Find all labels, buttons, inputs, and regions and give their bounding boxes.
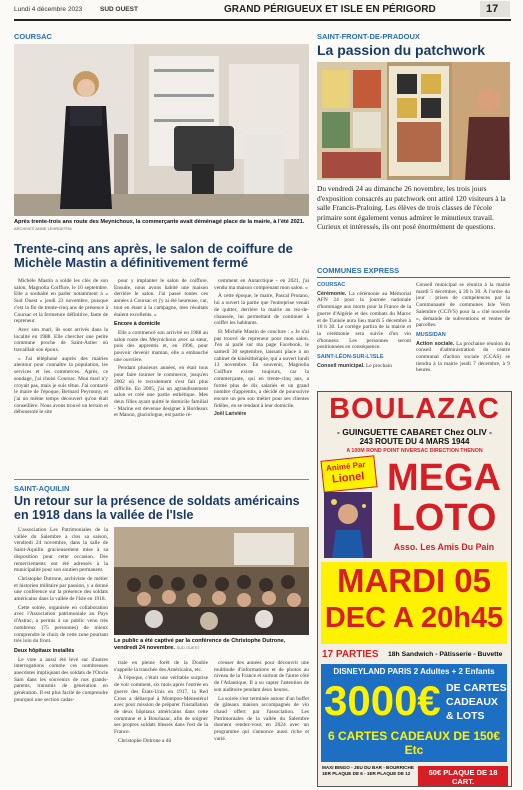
conference-photo-caption <box>114 638 309 651</box>
advert-prize-vouchers: 6 CARTES CADEAUX DE 150€ Etc <box>327 729 501 757</box>
article-lede: Du vendredi 24 au dimanche 26 novembre, les trois jours d'exposition consacrés au patchwork ont attiré 120 visiteurs à la salle Francis-Praloing. Les élèves de trois classes de l'école primaire sont également venus admirer le minutieux travail. Curieux et intéressés, ils ont posé énormément de questions. <box>317 184 506 232</box>
advert-prize-cards-2: CADEAUX <box>446 696 498 708</box>
communes-rule <box>317 277 510 278</box>
patchwork-photo <box>317 62 510 180</box>
animator-label: Animé Par <box>325 459 366 474</box>
subheading: Encore à domicile <box>114 321 161 328</box>
paragraph: L'association Les Patrimoniales de la vallée du Salembre a clos sa saison, vendredi 24 novembre, dans la salle de Saint-Aquilin gracieusement mise à sa disposition pour cette occasion. Des remerciements ont été adressés à la municipalité pour son soutien permanent. <box>14 527 108 574</box>
article-column-2 <box>114 278 208 478</box>
advert-footer-right: 50€ PLAQUE DE 18 CART. <box>418 766 508 787</box>
paragraph: Christophe Dutrone, archiviste de métier et historien militaire par passion, y a donné une conférence sur la présence des soldats américains dans la vallée de l'Isle en 1918. <box>14 575 108 603</box>
commune-label: SAINT-LÉON-SUR-L'ISLE <box>317 354 384 361</box>
paragraph: Et Michèle Mastin de conclure : « Je n'ai pas trouvé de repreneur pour mon salon. J'en ai parlé sur ma page Facebook, le samedi 30 septembre, laissant place à un cabinet de kinésithérapie, qui a ouvert lundi 13 novembre. En souvenir, Magnolia Coiffure existe toujours, car la commerçante, qui en trente-cinq ans, a formé plus de dix salariés et un grand nombre d'apprentis, a décidé de poursuivre encore un peu son métier pour ses clientes fidèles, en se rendant à leur domicile. <box>214 328 309 409</box>
article-location: SAINT-AQUILIN <box>14 484 70 493</box>
header-date: Lundi 4 décembre 2023 <box>14 6 83 13</box>
header-section: GRAND PÉRIGUEUX ET ISLE EN PÉRIGORD <box>224 4 436 15</box>
advert-directions: A 100M ROND POINT NIVERSAC DIRECTION THENON <box>346 448 483 454</box>
salon-photo-image <box>14 44 309 216</box>
advert-parties: 17 PARTIES <box>322 649 379 660</box>
loto-advert <box>317 391 512 787</box>
caption-credit: ARCHIVES ANNE LEHRDETRA <box>14 225 72 231</box>
advert-organizer: Asso. Les Amis Du Pain <box>393 542 495 552</box>
brief <box>416 341 510 375</box>
paragraph: À l'époque, c'était une véritable surprise de voir comment, six mois après l'entrée en guerre des États-Unis en 1917, la Red Cross a débarqué à Montpon-Ménestérol avec pour mission de préparer l'installation de deux hôpitaux américains dans cette commune et à Bourlazac, afin de soigner ses propres soldats blessés dans l'est de la France. <box>114 675 208 736</box>
paragraph: creuser des années pour découvrir une multitude d'informations et de photos au niveau de la France et surtout de l'autre côté de l'Atlantique. Il a su capter l'attention de son auditoire pendant deux heures. <box>214 660 309 693</box>
animator-photo-image <box>324 492 372 558</box>
article-column-3 <box>214 278 309 478</box>
commune-label: COURSAC <box>317 282 346 288</box>
header-page-number: 17 <box>486 3 499 15</box>
brief-lead: Conseil municipal. <box>317 362 365 369</box>
advert-prize-main: DISNEYLAND PARIS 2 Adultes + 2 Enfants <box>333 667 495 676</box>
advert-footer-left: MAXI BINGO - JEU DU BAR - BOURRICHE 1ER PLAQUE DE 6 - 1ER PLAQUE DE 12 <box>322 765 414 776</box>
paragraph: Le vote a aussi été levé sur d'autres interrogations comme ces nombreuses anecdotes impliquant des soldats de l'Oncle Sam dans les souvenirs de nos grands-parents, transmis de génération en génération. Il est plus facile de comprendre pourquoi une section cadas- <box>14 656 108 703</box>
paragraph: Avec son mari, ils sont arrivés dans la localité en 1988. Elle chercher une petite commune proche de Saint-Astier où travaillait son époux. <box>14 326 108 354</box>
brief <box>317 291 411 351</box>
conference-photo <box>114 527 309 635</box>
advert-prize-amount: 3000€ <box>324 677 441 724</box>
article-location: SAINT-FRONT-DE-PRADOUX <box>317 32 420 41</box>
article-column-2 <box>114 660 208 785</box>
caption-text: Le public a été captivé par la conférence de Christophe Dutrone, vendredi 24 novembre. <box>114 638 286 651</box>
communes-title: COMMUNES EXPRESS <box>317 266 400 275</box>
advert-date: MARDI 05 <box>336 562 492 599</box>
advert-venue: - GUINGUETTE CABARET Chez OLIV - <box>337 427 492 437</box>
article-location: COURSAC <box>14 32 52 41</box>
paragraph: Christophe Dutrone a dû <box>118 737 172 744</box>
caption-credit: SUD OUEST <box>176 644 200 650</box>
paragraph: Pendant plusieurs années, en était tous pour faire tourner le commerce, jusqu'en 2002 où le recrutement s'est fait plus difficile. En 2005, j'ai un agrandissement salon et créé une partie esthétique. Mes deux filles ayant quitté le domicile familial - Marine est devenue designer à Bordeaux et Manon, glaciologue, est partie ré- <box>114 365 208 419</box>
paragraph: pour y implanter le salon de coiffure. Ensuite, nous avons habité une maison derrière le salon. J'ai passé toutes ces années à Coursac et j'y ai été heureuse, car, tout en étant à la campagne, mes résultats étaient excellents. » <box>114 278 208 318</box>
subheading: Deux hôpitaux installés <box>14 647 75 654</box>
commune-label: MUSSIDAN <box>416 331 446 338</box>
section-divider <box>14 479 309 480</box>
animator-photo <box>324 492 372 558</box>
brief-text: La cérémonie au Mémorial AFN 24 pour la journée nationale d'hommage aux morts pour la France de la guerre d'Algérie et des combats du Maroc et de Tunisie aura lieu mardi 5 décembre à 10 h 30. Le cortège partira de la mairie et la cérémonie sera suivie d'un vin d'honneur. Les personnes seront positionnées en conséquence. <box>317 290 411 351</box>
header-rule <box>14 19 511 21</box>
caption-text: Après trente-trois ans route des Meynichoux, la commerçante avait déménagé place de la mairie, à l'été 2021. <box>14 219 305 225</box>
paragraph: « J'ai téléphoné auprès des mairies alentour pour connaître la population, les services et les commerces. Après, ce sondage, j'ai choisi Coursac. Mon mari n'y croyait pas, mais je suis têtue. J'ai contacté le maire de l'époque, Bernard Peyronny, et j'ai un même temps découvert qu'on était conseillère. Nous avons trouvé un terrain et déboussolé le site <box>14 355 108 416</box>
communes-left-column <box>317 282 411 386</box>
paragraph: La soirée s'est terminée autour d'un buffet de gâteaux maison accompagnés de vin chaud offert par l'association. Les Patrimoniales de la vallée du Salembre donnent rendez-vous en 2024 avec un programme qui s'annonce aussi riche et varié. <box>214 695 309 742</box>
paragraph: Michèle Mastin a soldé les clés de son salon, Magnolia Coiffure, le 10 septembre. Elle a souhaité en parler notamment à « Sud Ouest » jeudi 23 novembre, puisque c'est la fin de trente-cinq ans de présence à Coursac et la fermeture définitive, faute de repreneur. <box>14 278 108 325</box>
salon-photo-caption <box>14 219 309 232</box>
conference-photo-image <box>114 527 309 635</box>
article-headline: Trente-cinq ans après, le salon de coiffure de Michèle Mastin a définitivement fermé <box>14 241 293 270</box>
header-paper: SUD OUEST <box>100 6 138 13</box>
paragraph: trale en pleine forêt de la Double s'appelle la tranchée des Américains, etc. <box>114 660 208 673</box>
article-headline: La passion du patchwork <box>317 42 486 58</box>
article-headline: Un retour sur la présence de soldats américains en 1918 dans la vallée de l'Isle <box>14 494 300 522</box>
advert-time: DEC A 20h45 <box>324 602 504 634</box>
advert-prize-cards-3: & LOTS <box>446 710 485 722</box>
advert-prize-cards-1: DE CARTES <box>446 682 507 694</box>
patchwork-photo-image <box>317 62 510 180</box>
brief <box>317 363 411 370</box>
author-signature: Joël Larivière <box>214 411 247 418</box>
paragraph: Cette soirée, organisée en collaboration avec l'Association patrimoniale au Pays d'Astrac, a permis à un public venu très nombreux (75 personnes) de mieux comprendre le choix de cette zone pourtant très loin du front. <box>14 604 108 645</box>
brief-text: Conseil municipal se réunira à la mairie mardi 5 décembre, à 20 h 30. À l'ordre du jour : prises de compétences par la Communauté de communes Isle Vern Salembre (CCIVS) pour la « cité nouvelle », demande de subventions et ventes de parcelles. <box>416 282 510 329</box>
paragraph: Elle a commencé son activité en 1988 au salon route des Meynichoux avec sa sœur, puis des apprentis et, en 1996, pour pouvoir devenir maman, elle a embauché une ouvrière. <box>114 329 208 363</box>
brief-lead: Action sociale. <box>416 340 455 347</box>
brief-text: La prochaine réunion du conseil d'administration du centre communal d'action sociale (CCAS) se tiendra à la mairie jeudi 7 décembre, à 9 heures. <box>416 340 510 374</box>
article-column-1 <box>14 527 108 785</box>
advert-event-line-1: MEGA <box>387 457 501 499</box>
advert-address: 243 ROUTE DU 4 MARS 1944 <box>359 437 470 446</box>
animator-name: Lionel <box>331 470 365 486</box>
salon-photo <box>14 44 309 216</box>
brief-lead: Cérémonie. <box>317 290 347 297</box>
communes-right-column <box>416 282 510 386</box>
advert-town: BOULAZAC <box>329 393 500 425</box>
brief-text: Le prochain <box>366 362 392 369</box>
paragraph: cemment en Antarctique - en 2021, j'ai vendu ma maison comprenant mon salon. » <box>214 278 309 291</box>
advert-extras: 18h Sandwich - Pâtisserie - Buvette <box>388 651 503 658</box>
advert-event-line-2: LOTO <box>391 497 497 539</box>
paragraph: À cette époque, le maire, Pascal Protano, lui a ouvert la partie que l'entreprise venait de quitter, derrière la mairie au rez-de-chaussée, lui permettant de continuer à coiffer les habitants. <box>214 293 309 327</box>
article-column-3 <box>214 660 309 785</box>
article-column-1 <box>14 278 108 478</box>
